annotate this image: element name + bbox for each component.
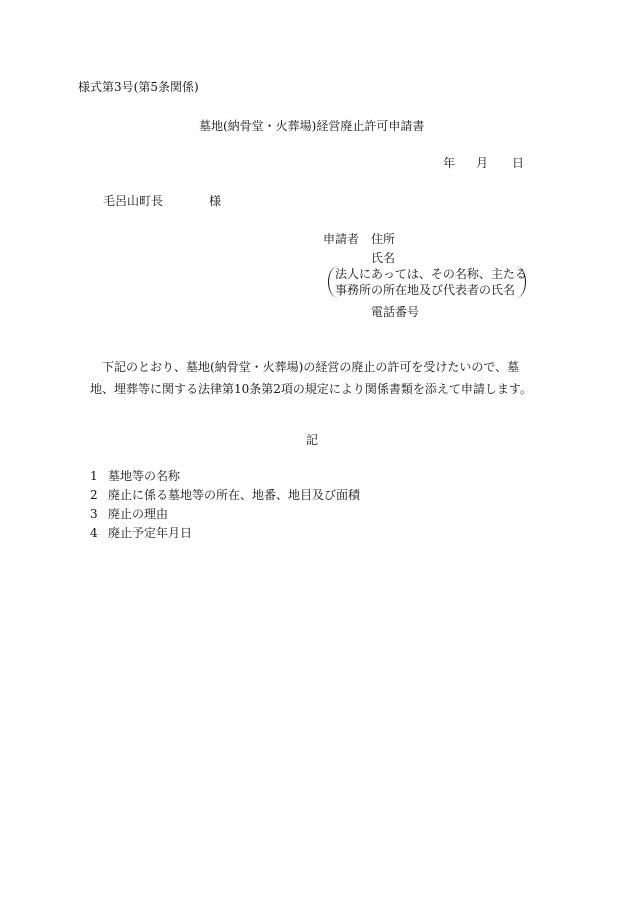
list-item	[90, 489, 360, 508]
addressee-name: 毛呂山町長	[103, 194, 164, 208]
item-number: 2	[90, 488, 98, 502]
applicant-label: 申請者	[323, 232, 360, 246]
item-text: 廃止予定年月日	[108, 526, 193, 540]
corporate-note-line2: 事務所の所在地及び代表者の氏名	[335, 283, 516, 297]
record-heading: 記	[306, 433, 319, 447]
body-paragraph: 下記のとおり、墓地(納骨堂・火葬場)の経営の廃止の許可を受けたいので、墓地、埋葬等に関する法律第10条第2項の規定により関係書類を添えて申請します。	[90, 360, 532, 396]
date-year-label: 年	[443, 156, 456, 170]
item-number: 4	[90, 526, 98, 540]
corporate-note-line1: 法人にあっては、その名称、主たる	[335, 267, 527, 281]
item-number: 1	[90, 469, 98, 483]
phone-label: 電話番号	[371, 305, 420, 319]
address-label: 住所	[371, 232, 396, 246]
date-month-label: 月	[476, 156, 489, 170]
item-text: 廃止に係る墓地等の所在、地番、地目及び面積	[108, 488, 361, 502]
name-label: 氏名	[371, 251, 396, 265]
document-title: 墓地(納骨堂・火葬場)経営廃止許可申請書	[199, 119, 425, 133]
item-list	[90, 470, 360, 546]
item-text: 墓地等の名称	[108, 469, 181, 483]
item-text: 廃止の理由	[108, 507, 169, 521]
date-day-label: 日	[512, 156, 525, 170]
list-item	[90, 527, 360, 546]
addressee-honorific: 様	[209, 194, 222, 208]
item-number: 3	[90, 507, 98, 521]
corporate-note	[328, 266, 526, 298]
list-item	[90, 508, 360, 527]
list-item	[90, 470, 360, 489]
form-number: 様式第3号(第5条関係)	[78, 80, 199, 94]
